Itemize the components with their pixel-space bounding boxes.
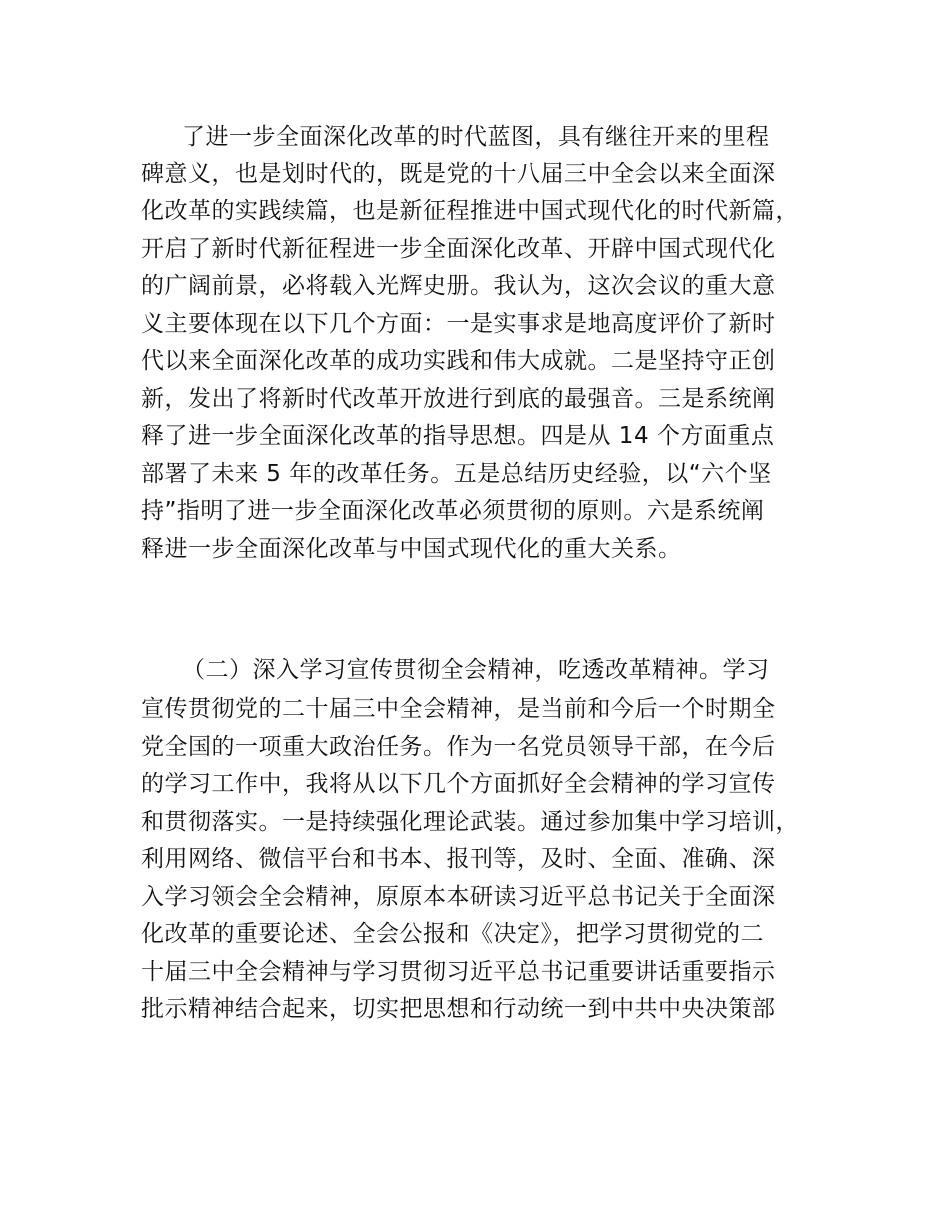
paragraph-1-line-8: 新，发出了将新时代改革开放进行到底的最强音。三是系统阐 [141, 386, 776, 412]
paragraph-2-line-7: 入学习领会全会精神，原原本本研读习近平总书记关于全面深 [141, 884, 776, 910]
paragraph-2-line-4: 的学习工作中，我将从以下几个方面抓好全会精神的学习宣传 [141, 771, 776, 797]
paragraph-1-line-5: 的广阔前景，必将载入光辉史册。我认为，这次会议的重大意 [141, 273, 776, 299]
paragraph-1-line-10: 部署了未来 5 年的改革任务。五是总结历史经验，以“六个坚 [141, 461, 772, 487]
paragraph-1-line-2: 碑意义，也是划时代的，既是党的十八届三中全会以来全面深 [141, 161, 776, 187]
paragraph-2-line-3: 党全国的一项重大政治任务。作为一名党员领导干部，在今后 [141, 734, 776, 760]
paragraph-1-line-3: 化改革的实践续篇，也是新征程推进中国式现代化的时代新篇， [141, 198, 799, 224]
paragraph-1-line-7: 代以来全面深化改革的成功实践和伟大成就。二是坚持守正创 [141, 348, 776, 374]
paragraph-1-line-11: 持”指明了进一步全面深化改革必须贯彻的原则。六是系统阐 [141, 498, 765, 524]
paragraph-2-line-6: 利用网络、微信平台和书本、报刊等，及时、全面、准确、深 [141, 846, 776, 872]
paragraph-2-line-10: 批示精神结合起来，切实把思想和行动统一到中共中央决策部 [141, 996, 776, 1022]
paragraph-2-line-2: 宣传贯彻党的二十届三中全会精神，是当前和今后一个时期全 [141, 696, 776, 722]
paragraph-2-line-11 [141, 1032, 841, 1062]
paragraph-2-line-9: 十届三中全会精神与学习贯彻习近平总书记重要讲话重要指示 [141, 959, 776, 985]
paragraph-1-line-12: 释进一步全面深化改革与中国式现代化的重大关系。 [141, 536, 682, 562]
paragraph-1-line-4: 开启了新时代新征程进一步全面深化改革、开辟中国式现代化 [141, 236, 776, 262]
paragraph-2-line-1: （二）深入学习宣传贯彻全会精神，吃透改革精神。学习 [182, 657, 770, 683]
paragraph-2-line-5: 和贯彻落实。一是持续强化理论武装。通过参加集中学习培训， [141, 809, 799, 835]
paragraph-2-line-8: 化改革的重要论述、全会公报和《决定》，把学习贯彻党的二 [141, 921, 764, 947]
paragraph-1-line-6: 义主要体现在以下几个方面：一是实事求是地高度评价了新时 [141, 311, 776, 337]
paragraph-1-line-1: 了进一步全面深化改革的时代蓝图，具有继往开来的里程 [182, 124, 770, 150]
paragraph-1-line-9: 释了进一步全面深化改革的指导思想。四是从 14 个方面重点 [141, 423, 775, 449]
paragraph-1-line-14 [141, 604, 841, 634]
paragraph-1-line-13 [141, 571, 841, 601]
